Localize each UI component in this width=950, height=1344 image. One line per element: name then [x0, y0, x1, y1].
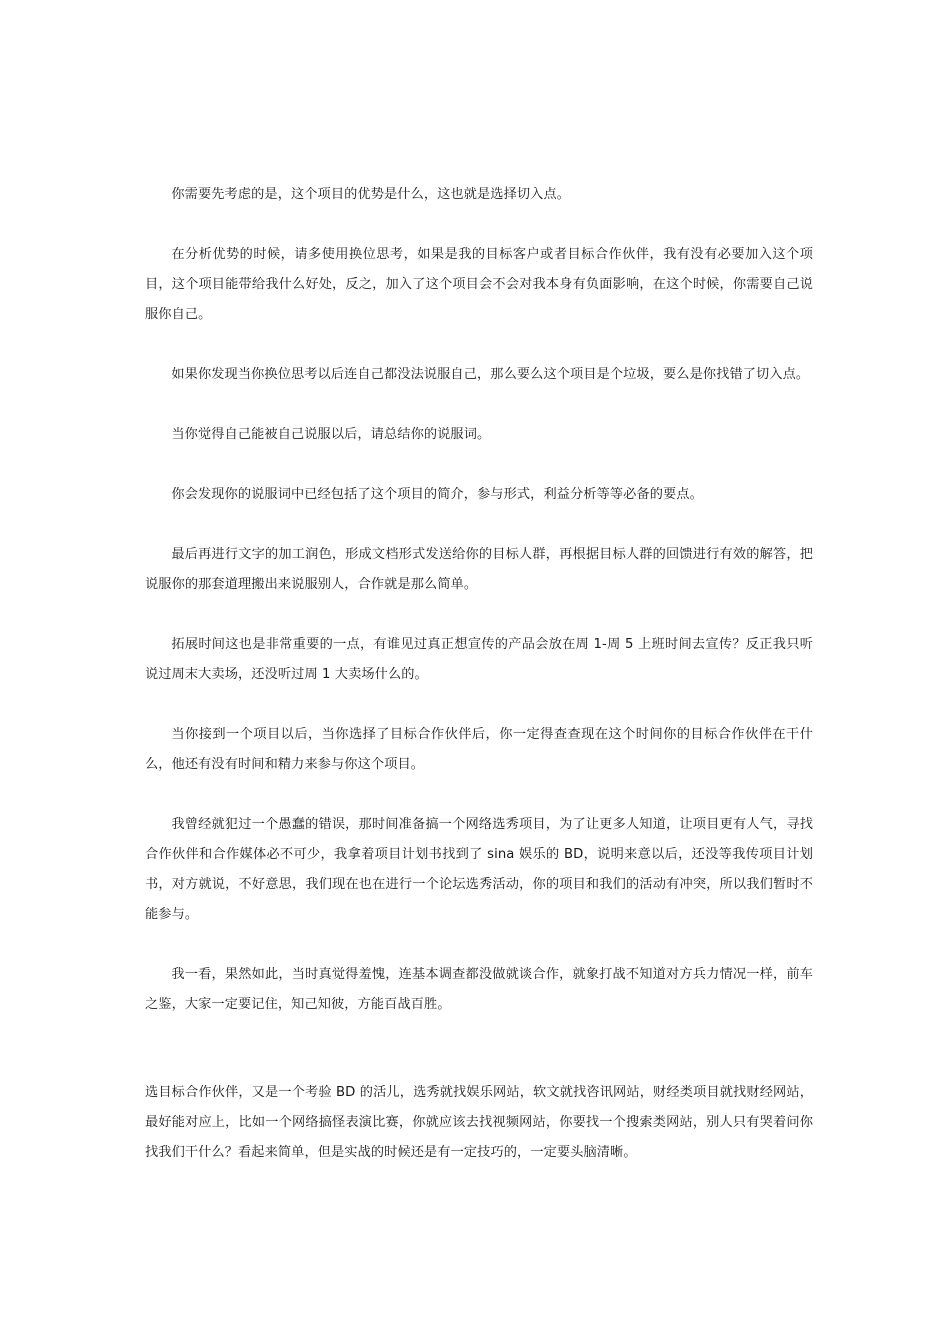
paragraph-6: 最后再进行文字的加工润色，形成文档形式发送给你的目标人群，再根据目标人群的回馈进行有效的解答，把说服你的那套道理搬出来说服别人，合作就是那么简单。 — [145, 547, 813, 592]
paragraph-1: 你需要先考虑的是，这个项目的优势是什么，这也就是选择切入点。 — [171, 187, 571, 202]
paragraph-5: 你会发现你的说服词中已经包括了这个项目的简介，参与形式，利益分析等等必备的要点。 — [171, 487, 703, 502]
paragraph-3: 如果你发现当你换位思考以后连自己都没法说服自己，那么要么这个项目是个垃圾，要么是你找错了切入点。 — [171, 367, 810, 382]
paragraph-10: 我一看，果然如此，当时真觉得羞愧，连基本调查都没做就谈合作，就象打战不知道对方兵力情况一样，前车之鉴，大家一定要记住，知己知彼，方能百战百胜。 — [145, 967, 813, 1012]
paragraph-4: 当你觉得自己能被自己说服以后，请总结你的说服词。 — [171, 427, 491, 442]
document-body — [145, 180, 813, 1198]
paragraph-9: 我曾经就犯过一个愚蠢的错误，那时间准备搞一个网络选秀项目，为了让更多人知道，让项目更有人气，寻找合作伙伴和合作媒体必不可少，我拿着项目计划书找到了 sina 娱乐的 BD，说明来意以后，还没等我传项目计划书，对方就说，不好意思，我们现在也在进行一个论坛选秀活动，你的项目和我们的活动有冲突，所以我们暂时不能参与。 — [145, 817, 813, 922]
paragraph-11: 选目标合作伙伴，又是一个考验 BD 的活儿，选秀就找娱乐网站，软文就找咨讯网站，财经类项目就找财经网站，最好能对应上，比如一个网络搞怪表演比赛，你就应该去找视频网站，你要找一个搜索类网站，别人只有哭着问你找我们干什么？看起来简单，但是实战的时候还是有一定技巧的，一定要头脑清晰。 — [145, 1085, 813, 1160]
paragraph-2: 在分析优势的时候，请多使用换位思考，如果是我的目标客户或者目标合作伙伴，我有没有必要加入这个项目，这个项目能带给我什么好处，反之，加入了这个项目会不会对我本身有负面影响，在这个时候，你需要自己说服你自己。 — [145, 247, 813, 322]
paragraph-7: 拓展时间这也是非常重要的一点，有谁见过真正想宣传的产品会放在周 1-周 5 上班时间去宣传？反正我只听说过周末大卖场，还没听过周 1 大卖场什么的。 — [145, 637, 813, 682]
paragraph-8: 当你接到一个项目以后，当你选择了目标合作伙伴后，你一定得查查现在这个时间你的目标合作伙伴在干什么，他还有没有时间和精力来参与你这个项目。 — [145, 727, 813, 772]
